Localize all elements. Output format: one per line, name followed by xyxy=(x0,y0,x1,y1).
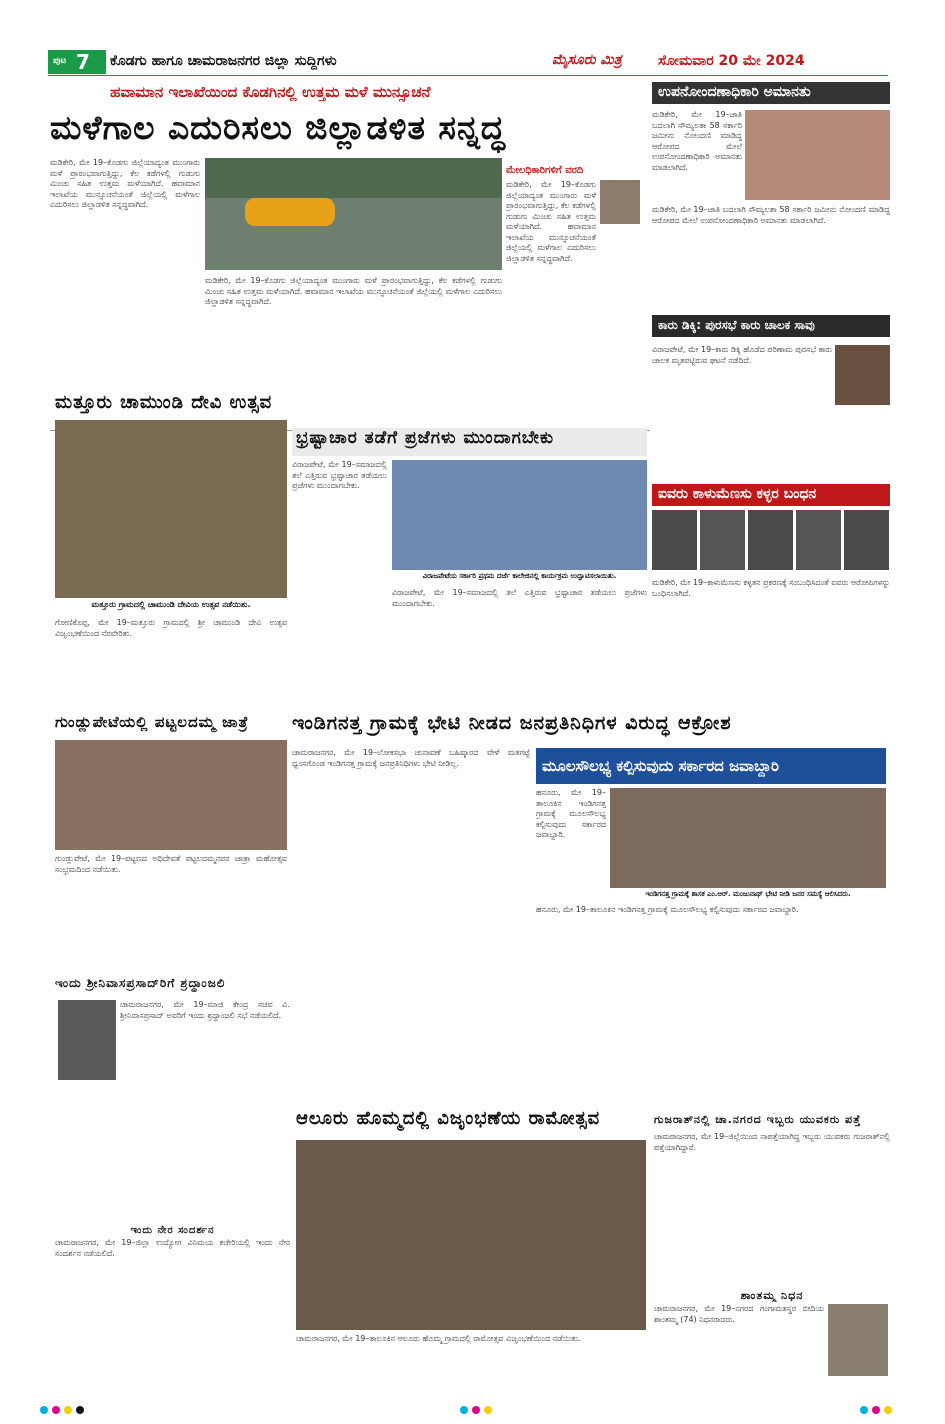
page-label: ಪುಟ xyxy=(53,56,67,66)
story-jathre-kicker: ಗುಂಡ್ಲುಪೇಟೆಯಲ್ಲಿ ಪಟ್ಟಲದಮ್ಮ ಜಾತ್ರೆ xyxy=(55,713,249,731)
college-event-photo xyxy=(392,460,647,570)
story-upa-body: ಮಡಿಕೇರಿ, ಮೇ 19–ಜಾತಿ ಬದಲಾಗಿ ಸೌಮ್ಯಲತಾ 58 ಸರ್ಕಾರಿ ಜಮೀನು ನೋಂದಣಿ ಮಾಡಿದ್ದ ಆರೋಪದ ಮೇಲೆ ಉಪನೋಂದಣಾಧಿಕಾರಿ ಅಮಾನತು ಮಾಡಲಾಗಿದೆ. xyxy=(652,110,742,172)
story-tribute-body: ಚಾಮರಾಜನಗರ, ಮೇ 19–ಮಾಜಿ ಕೇಂದ್ರ ಸಚಿವ ವಿ. ಶ್ರೀನಿವಾಸಪ್ರಸಾದ್ ಅವರಿಗೆ ಇಂದು ಶ್ರದ್ಧಾಂಜಲಿ ಸಭೆ ನಡೆಯಲಿದೆ. xyxy=(120,1000,290,1020)
story-tribute-kicker: ಇಂದು ಶ್ರೀನಿವಾಸಪ್ರಸಾದ್‌ರಿಗೆ ಶ್ರದ್ಧಾಂಜಲಿ xyxy=(55,976,226,990)
festival-photo xyxy=(55,420,287,598)
suspect-photo xyxy=(796,510,841,570)
masthead: ಮೈಸೂರು ಮಿತ್ರ xyxy=(552,52,622,68)
section-title: ಕೊಡಗು ಹಾಗೂ ಚಾಮರಾಜನಗರ ಜಿಲ್ಲಾ ಸುದ್ದಿಗಳು xyxy=(110,53,337,69)
suspect-photo xyxy=(700,510,745,570)
lead-photo-boat xyxy=(205,158,502,270)
story-interview-body: ಚಾಮರಾಜನಗರ, ಮೇ 19–ಜಿಲ್ಲಾ ಉದ್ಯೋಗ ವಿನಿಮಯ ಕಚೇರಿಯಲ್ಲಿ ಇಂದು ನೇರ ಸಂದರ್ಶನ ನಡೆಯಲಿದೆ. xyxy=(55,1238,290,1258)
temple-festival-photo xyxy=(296,1140,646,1330)
registration-dot xyxy=(460,1406,468,1414)
header-rule xyxy=(48,75,888,76)
lead-headline: ಮಳೆಗಾಲ ಎದುರಿಸಲು ಜಿಲ್ಲಾಡಳಿತ ಸನ್ನದ್ಧ xyxy=(50,108,506,147)
story-obit-kicker: ಶಾಂತಮ್ಮ ನಿಧನ xyxy=(740,1289,804,1302)
driver-portrait xyxy=(835,345,890,405)
registration-dot xyxy=(52,1406,60,1414)
story-car-kicker: ಕಾರು ಡಿಕ್ಕಿ: ಪುರಸಭೆ ಕಾರು ಚಾಲಕ ಸಾವು xyxy=(652,315,890,337)
story-upa-kicker: ಉಪನೋಂದಣಾಧಿಕಾರಿ ಅಮಾನತು xyxy=(652,82,890,104)
story-corruption-body-cont: ವಿರಾಜಪೇಟೆ, ಮೇ 19–ಸಮಾಜದಲ್ಲಿ ತಲೆ ಎತ್ತಿರುವ ಭ್ರಷ್ಟಾಚಾರ ತಡೆಯಲು ಪ್ರಜೆಗಳು ಮುಂದಾಗಬೇಕು. xyxy=(392,588,647,608)
river-bank-shape xyxy=(205,158,502,198)
officer-portrait xyxy=(600,180,640,224)
suspect-photo xyxy=(844,510,889,570)
story-corruption-kicker: ಭ್ರಷ್ಟಾಚಾರ ತಡೆಗೆ ಪ್ರಜೆಗಳು ಮುಂದಾಗಬೇಕು xyxy=(292,428,647,456)
lead-body-cont: ಮಡಿಕೇರಿ, ಮೇ 19–ಕೊಡಗು ಜಿಲ್ಲೆಯಾದ್ಯಂತ ಮುಂಗಾರು ಮಳೆ ಪ್ರಾರಂಭವಾಗುತ್ತಿದ್ದು, ಕೆಲ ಕಡೆಗಳಲ್ಲಿ ಗುಡುಗು ಮಿಂಚು ಸಹಿತ ಉತ್ತಮ ಮಳೆಯಾಗಿದೆ. ಹವಾಮಾನ ಇಲಾಖೆಯ ಮುನ್ಸೂಚನೆಯಂತೆ ಜಿಲ್ಲೆಯಲ್ಲಿ ಮಳೆಗಾಲ ಎದುರಿಸಲು ಜಿಲ್ಲಾಡಳಿತ ಸನ್ನದ್ಧವಾಗಿದೆ. xyxy=(205,276,502,306)
story-corruption-body: ವಿರಾಜಪೇಟೆ, ಮೇ 19–ಸಮಾಜದಲ್ಲಿ ತಲೆ ಎತ್ತಿರುವ ಭ್ರಷ್ಟಾಚಾರ ತಡೆಯಲು ಪ್ರಜೆಗಳು ಮುಂದಾಗಬೇಕು. xyxy=(292,460,387,490)
page-number-box xyxy=(48,50,106,74)
story-car-body: ವಿರಾಜಪೇಟೆ, ಮೇ 19–ಕಾರು ಡಿಕ್ಕಿ ಹೊಡೆದ ಪರಿಣಾಮ ಪುರಸಭೆ ಕಾರು ಚಾಲಕ ಮೃತಪಟ್ಟಿರುವ ಘಟನೆ ನಡೆದಿದೆ. xyxy=(652,345,832,365)
story-chamundi-caption: ಮತ್ತೂರು ಗ್ರಾಮದಲ್ಲಿ ಚಾಮುಂಡಿ ದೇವಿಯ ಉತ್ಸವ ನಡೆಯಿತು. xyxy=(91,600,251,609)
story-infra-body-cont: ಹನೂರು, ಮೇ 19–ತಾಲೂಕಿನ ಇಂಡಿಗನತ್ತ ಗ್ರಾಮಕ್ಕೆ ಮೂಲಸೌಲಭ್ಯ ಕಲ್ಪಿಸುವುದು ಸರ್ಕಾರದ ಜವಾಬ್ದಾರಿ. xyxy=(536,905,799,914)
registration-dot xyxy=(40,1406,48,1414)
story-interview-kicker: ಇಂದು ನೇರ ಸಂದರ್ಶನ xyxy=(130,1225,215,1236)
page-header xyxy=(48,50,888,76)
mla-visit-photo xyxy=(610,788,886,888)
registration-dot xyxy=(472,1406,480,1414)
suspects-photo-row xyxy=(652,510,890,570)
story-thieves-kicker: ಐವರು ಕಾಳುಮೆಣಸು ಕಳ್ಳರ ಬಂಧನ xyxy=(652,484,890,506)
lead-body: ಮಡಿಕೇರಿ, ಮೇ 19–ಕೊಡಗು ಜಿಲ್ಲೆಯಾದ್ಯಂತ ಮುಂಗಾರು ಮಳೆ ಪ್ರಾರಂಭವಾಗುತ್ತಿದ್ದು, ಕೆಲ ಕಡೆಗಳಲ್ಲಿ ಗುಡುಗು ಮಿಂಚು ಸಹಿತ ಉತ್ತಮ ಮಳೆಯಾಗಿದೆ. ಹವಾಮಾನ ಇಲಾಖೆಯ ಮುನ್ಸೂಚನೆಯಂತೆ ಜಿಲ್ಲೆಯಲ್ಲಿ ಮಳೆಗಾಲ ಎದುರಿಸಲು ಜಿಲ್ಲಾಡಳಿತ ಸನ್ನದ್ಧವಾಗಿದೆ. xyxy=(50,158,200,209)
page-number: 7 xyxy=(76,50,90,74)
registration-dot xyxy=(64,1406,72,1414)
issue-date: ಸೋಮವಾರ 20 ಮೇ 2024 xyxy=(658,53,805,69)
story-ramotsava-kicker: ಆಲೂರು ಹೊಮ್ಮದಲ್ಲಿ ವಿಜೃಂಭಣೆಯ ರಾಮೋತ್ಸವ xyxy=(296,1108,601,1129)
lead-sidebar-kicker: ಮೇಲಧಿಕಾರಿಗಳಿಗೆ ವರದಿ xyxy=(506,165,584,176)
story-upa-body-cont: ಮಡಿಕೇರಿ, ಮೇ 19–ಜಾತಿ ಬದಲಾಗಿ ಸೌಮ್ಯಲತಾ 58 ಸರ್ಕಾರಿ ಜಮೀನು ನೋಂದಣಿ ಮಾಡಿದ್ದ ಆರೋಪದ ಮೇಲೆ ಉಪನೋಂದಣಾಧಿಕಾರಿ ಅಮಾನತು ಮಾಡಲಾಗಿದೆ. xyxy=(652,205,890,225)
registration-dot xyxy=(484,1406,492,1414)
registration-dot xyxy=(872,1406,880,1414)
registration-dot xyxy=(76,1406,84,1414)
story-chamundi-kicker: ಮತ್ತೂರು ಚಾಮುಂಡಿ ದೇವಿ ಉತ್ಸವ xyxy=(55,392,273,413)
story-corruption-caption: ವಿರಾಜಪೇಟೆಯ ಸರ್ಕಾರಿ ಪ್ರಥಮ ದರ್ಜೆ ಕಾಲೇಜಿನಲ್ಲಿ ಕಾರ್ಯಕ್ರಮ ಉದ್ಘಾಟಿಸಲಾಯಿತು. xyxy=(422,572,617,580)
officer-woman-photo xyxy=(745,110,890,200)
story-indiganatha-body: ಚಾಮರಾಜನಗರ, ಮೇ 19–ಲೋಕಸಭಾ ಚುನಾವಣೆ ಬಹಿಷ್ಕಾರದ ವೇಳೆ ಮತಗಟ್ಟೆ ಧ್ವಂಸಗೊಂಡ ಇಂಡಿಗನತ್ತ ಗ್ರಾಮಕ್ಕೆ ಜನಪ್ರತಿನಿಧಿಗಳು ಭೇಟಿ ನೀಡಿಲ್ಲ. xyxy=(292,748,530,768)
story-jathre-body: ಗುಂಡ್ಲುಪೇಟೆ, ಮೇ 19–ಪಟ್ಟಣದ ಅಧಿದೇವತೆ ಪಟ್ಟಲದಮ್ಮನವರ ಜಾತ್ರಾ ಮಹೋತ್ಸವ ಸಂಭ್ರಮದಿಂದ ನಡೆಯಿತು. xyxy=(55,854,287,874)
story-gujarat-body: ಚಾಮರಾಜನಗರ, ಮೇ 19–ಜಿಲ್ಲೆಯಿಂದ ನಾಪತ್ತೆಯಾಗಿದ್ದ ಇಬ್ಬರು ಯುವಕರು ಗುಜರಾತ್‌ನಲ್ಲಿ ಪತ್ತೆಯಾಗಿದ್ದಾರೆ. xyxy=(654,1132,890,1152)
story-ramotsava-body: ಚಾಮರಾಜನಗರ, ಮೇ 19–ತಾಲೂಕಿನ ಆಲೂರು ಹೊಮ್ಮ ಗ್ರಾಮದಲ್ಲಿ ರಾಮೋತ್ಸವ ವಿಜೃಂಭಣೆಯಿಂದ ನಡೆಯಿತು. xyxy=(296,1334,581,1343)
procession-photo xyxy=(55,740,287,850)
story-indiganatha-kicker: ಇಂಡಿಗನತ್ತ ಗ್ರಾಮಕ್ಕೆ ಭೇಟಿ ನೀಡದ ಜನಪ್ರತಿನಿಧಿಗಳ ವಿರುದ್ಧ ಆಕ್ರೋಶ xyxy=(292,712,732,734)
tribute-portrait xyxy=(58,1000,116,1080)
lead-kicker: ಹವಾಮಾನ ಇಲಾಖೆಯಿಂದ ಕೊಡಗಿನಲ್ಲಿ ಉತ್ತಮ ಮಳೆ ಮುನ್ಸೂಚನೆ xyxy=(110,83,431,101)
suspect-photo xyxy=(652,510,697,570)
story-obit-body: ಚಾಮರಾಜನಗರ, ಮೇ 19–ನಗರದ ಗಂಗಾಮತಸ್ಥರ ಬೀದಿಯ ಶಾಂತಮ್ಮ (74) ನಿಧನರಾದರು. xyxy=(654,1304,824,1324)
story-gujarat-kicker: ಗುಜರಾತ್‌ನಲ್ಲಿ ಚಾ.ನಗರದ ಇಬ್ಬರು ಯುವಕರು ಪತ್ತೆ xyxy=(654,1113,862,1126)
story-chamundi-body: ಗೋಣಿಕೊಪ್ಪ, ಮೇ 19–ಮತ್ತೂರು ಗ್ರಾಮದಲ್ಲಿ ಶ್ರೀ ಚಾಮುಂಡಿ ದೇವಿ ಉತ್ಸವ ವಿಜೃಂಭಣೆಯಿಂದ ನೆರವೇರಿತು. xyxy=(55,618,287,638)
suspect-photo xyxy=(748,510,793,570)
rescue-boat-shape xyxy=(245,198,335,226)
registration-dot xyxy=(860,1406,868,1414)
story-thieves-body: ಮಡಿಕೇರಿ, ಮೇ 19–ಕಾಳುಮೆಣಸು ಕಳ್ಳತನ ಪ್ರಕರಣಕ್ಕೆ ಸಂಬಂಧಿಸಿದಂತೆ ಐವರು ಆರೋಪಿಗಳನ್ನು ಬಂಧಿಸಲಾಗಿದೆ. xyxy=(652,578,890,598)
story-infra-body: ಹನೂರು, ಮೇ 19–ತಾಲೂಕಿನ ಇಂಡಿಗನತ್ತ ಗ್ರಾಮಕ್ಕೆ ಮೂಲಸೌಲಭ್ಯ ಕಲ್ಪಿಸುವುದು ಸರ್ಕಾರದ ಜವಾಬ್ದಾರಿ. xyxy=(536,788,606,839)
obit-portrait xyxy=(828,1304,888,1376)
story-infra-kicker: ಮೂಲಸೌಲಭ್ಯ ಕಲ್ಪಿಸುವುದು ಸರ್ಕಾರದ ಜವಾಬ್ದಾರಿ xyxy=(536,748,886,784)
story-infra-caption: ಇಂಡಿಗನತ್ತ ಗ್ರಾಮಕ್ಕೆ ಶಾಸಕ ಎಂ.ಆರ್. ಮಂಜುನಾಥ್ ಭೇಟಿ ನೀಡಿ ಜನರ ಸಮಸ್ಯೆ ಆಲಿಸಿದರು. xyxy=(645,890,851,898)
registration-dot xyxy=(884,1406,892,1414)
lead-sidebar-body: ಮಡಿಕೇರಿ, ಮೇ 19–ಕೊಡಗು ಜಿಲ್ಲೆಯಾದ್ಯಂತ ಮುಂಗಾರು ಮಳೆ ಪ್ರಾರಂಭವಾಗುತ್ತಿದ್ದು, ಕೆಲ ಕಡೆಗಳಲ್ಲಿ ಗುಡುಗು ಮಿಂಚು ಸಹಿತ ಉತ್ತಮ ಮಳೆಯಾಗಿದೆ. ಹವಾಮಾನ ಇಲಾಖೆಯ ಮುನ್ಸೂಚನೆಯಂತೆ ಜಿಲ್ಲೆಯಲ್ಲಿ ಮಳೆಗಾಲ ಎದುರಿಸಲು ಜಿಲ್ಲಾಡಳಿತ ಸನ್ನದ್ಧವಾಗಿದೆ. xyxy=(506,180,596,263)
